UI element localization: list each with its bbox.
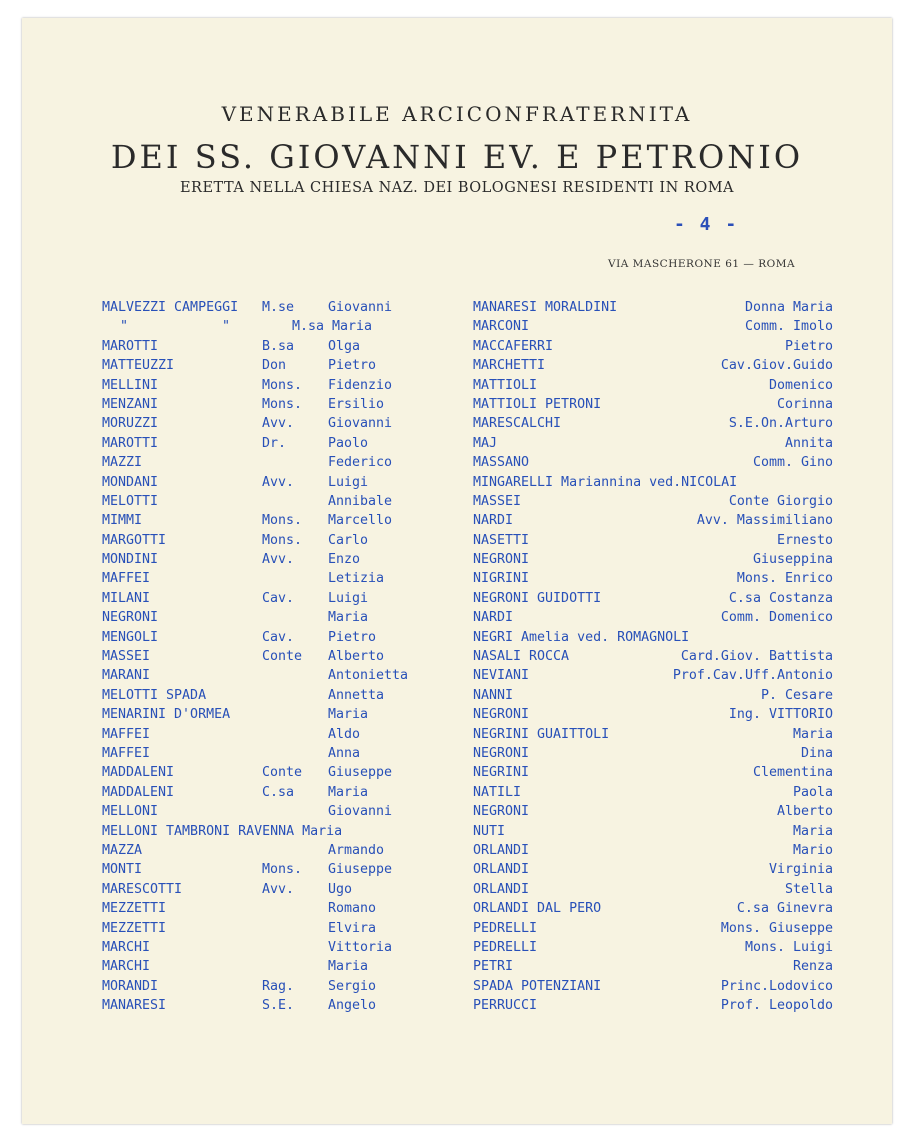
list-item: [102, 940, 462, 959]
list-item: [102, 339, 462, 358]
member-surname: MORUZZI: [102, 416, 159, 432]
member-surname: NEGRONI: [473, 745, 530, 761]
member-given-name: Angelo: [328, 998, 377, 1014]
member-surname: MANARESI: [102, 998, 167, 1014]
member-surname: MAROTTI: [102, 435, 159, 451]
member-given-name: Enzo: [328, 552, 361, 568]
member-surname: MATTIOLI: [473, 377, 538, 393]
member-title: C.sa Ginevra: [736, 901, 833, 917]
list-item: [473, 862, 833, 881]
member-surname: MAFFEI: [102, 571, 151, 587]
list-item: [473, 765, 833, 784]
list-item: [102, 358, 462, 377]
list-item: [473, 378, 833, 397]
member-surname: ORLANDI: [473, 862, 530, 878]
member-title: Donna Maria: [744, 300, 833, 315]
member-given-name: Giovanni: [328, 804, 393, 820]
list-item: [102, 921, 462, 940]
header-line-2: DEI SS. GIOVANNI EV. E PETRONIO: [110, 138, 804, 176]
member-title: Princ.Lodovico: [720, 978, 833, 994]
member-surname: NEGRINI GUAITTOLI: [473, 726, 610, 742]
member-title: Maria: [792, 823, 833, 839]
member-title: Mons.: [262, 377, 303, 393]
list-item: [473, 494, 833, 513]
member-surname: NUTI: [473, 823, 506, 839]
list-item: [473, 688, 833, 707]
member-given-name: Alberto: [328, 649, 385, 665]
list-item: [102, 843, 462, 862]
member-title: Conte: [262, 765, 303, 781]
member-given-name: Paolo: [328, 435, 369, 451]
member-surname: ORLANDI: [473, 842, 530, 858]
member-title: Clementina: [752, 765, 833, 781]
list-item: [102, 591, 462, 610]
member-surname: ORLANDI DAL PERO: [473, 901, 602, 917]
list-item: [473, 746, 833, 765]
member-surname: NEGRONI: [102, 610, 159, 626]
member-title: Giuseppina: [752, 552, 833, 568]
list-item: [102, 862, 462, 881]
member-given-name: Aldo: [328, 726, 361, 742]
member-title: Avv.: [262, 474, 295, 490]
member-given-name: Annibale: [328, 493, 393, 509]
member-title: Prof.Cav.Uff.Antonio: [672, 668, 833, 684]
member-title: Cav.Giov.Guido: [720, 358, 833, 374]
member-title: Paola: [792, 784, 833, 800]
member-surname: NEGRONI: [473, 707, 530, 723]
member-title: C.sa Costanza: [728, 590, 833, 606]
member-surname: MAFFEI: [102, 726, 151, 742]
list-item: [102, 998, 462, 1017]
list-item: [473, 397, 833, 416]
page-number: - 4 -: [674, 214, 739, 235]
list-item: [102, 378, 462, 397]
member-given-name: Vittoria: [328, 939, 393, 955]
header-line-1: VENERABILE ARCICONFRATERNITA: [221, 102, 693, 126]
list-item: [102, 630, 462, 649]
member-surname: MORANDI: [102, 978, 159, 994]
list-item: [102, 804, 462, 823]
member-given-name: Pietro: [328, 629, 377, 645]
member-surname: MARGOTTI: [102, 532, 167, 548]
member-title: Mons.: [262, 532, 303, 548]
list-item: [473, 824, 833, 843]
member-given-name: Fidenzio: [328, 377, 393, 393]
list-item: [473, 901, 833, 920]
member-surname: MADDALENI: [102, 765, 175, 781]
list-item: [473, 668, 833, 687]
member-given-name: Elvira: [328, 920, 377, 936]
member-given-name: Anna: [328, 745, 361, 761]
member-surname: MARCHI: [102, 959, 151, 975]
member-title: Conte: [262, 649, 303, 665]
member-title: Mons. Giuseppe: [720, 920, 833, 936]
member-surname: NEGRI Amelia ved. ROMAGNOLI: [473, 629, 690, 645]
list-item: [473, 804, 833, 823]
list-item: [473, 959, 833, 978]
right-member-list: [473, 300, 833, 1017]
list-item: [102, 882, 462, 901]
member-title: Avv.: [262, 552, 295, 568]
member-title: Avv. Massimiliano: [696, 513, 833, 529]
list-item: [102, 319, 462, 338]
member-title: Corinna: [776, 396, 833, 412]
member-title: Avv.: [262, 416, 295, 432]
list-item: [473, 416, 833, 435]
member-surname: MAZZI: [102, 455, 143, 471]
member-given-name: Letizia: [328, 571, 385, 587]
header-line-3: ERETTA NELLA CHIESA NAZ. DEI BOLOGNESI RESIDENTI IN ROMA: [179, 180, 735, 196]
list-item: [473, 785, 833, 804]
member-title: Mons. Enrico: [736, 571, 833, 587]
list-item: [473, 630, 833, 649]
list-item: [473, 455, 833, 474]
member-title: Ing. VITTORIO: [728, 707, 833, 723]
member-surname: MENGOLI: [102, 629, 159, 645]
member-title: Avv.: [262, 881, 295, 897]
member-title: C.sa: [262, 784, 295, 800]
member-surname: MONDANI: [102, 474, 159, 490]
member-title: Alberto: [776, 804, 833, 820]
left-member-list: [102, 300, 462, 1017]
member-title: Ernesto: [776, 532, 833, 548]
member-given-name: Giovanni: [328, 300, 393, 315]
member-title: P. Cesare: [760, 687, 833, 703]
member-given-name: Giuseppe: [328, 862, 393, 878]
member-title: ": [222, 319, 231, 335]
list-item: [473, 843, 833, 862]
member-surname: MENARINI D'ORMEA: [102, 707, 231, 723]
list-item: [102, 727, 462, 746]
member-surname: MENZANI: [102, 396, 159, 412]
member-title: Card.Giov. Battista: [680, 649, 833, 665]
member-surname: MARCHETTI: [473, 358, 546, 374]
member-title: M.se: [262, 300, 295, 315]
member-title: Don: [262, 358, 287, 374]
member-title: Mons.: [262, 396, 303, 412]
member-surname: MAJ: [473, 435, 498, 451]
list-item: [473, 727, 833, 746]
member-surname: MALVEZZI CAMPEGGI: [102, 300, 239, 315]
member-title: Comm. Gino: [752, 455, 833, 471]
list-item: [102, 571, 462, 590]
member-surname: MASSEI: [473, 493, 522, 509]
member-title: Maria: [792, 726, 833, 742]
member-surname: NEGRONI: [473, 552, 530, 568]
member-surname: PEDRELLI: [473, 939, 538, 955]
member-given-name: M.sa Maria: [292, 319, 373, 335]
member-surname: PERRUCCI: [473, 998, 538, 1014]
member-surname: MELOTTI SPADA: [102, 687, 207, 703]
member-given-name: Olga: [328, 338, 361, 354]
member-surname: MELLONI TAMBRONI RAVENNA Maria: [102, 823, 343, 839]
member-surname: PETRI: [473, 959, 514, 975]
member-surname: MAZZA: [102, 842, 143, 858]
member-given-name: Pietro: [328, 358, 377, 374]
list-item: [473, 552, 833, 571]
list-item: [102, 668, 462, 687]
member-title: S.E.On.Arturo: [728, 416, 833, 432]
member-title: Annita: [784, 435, 833, 451]
member-given-name: Annetta: [328, 687, 385, 703]
member-given-name: Sergio: [328, 978, 377, 994]
list-item: [473, 475, 833, 494]
member-given-name: Antonietta: [328, 668, 409, 684]
list-item: [102, 959, 462, 978]
list-item: [473, 571, 833, 590]
member-surname: MELLONI: [102, 804, 159, 820]
member-surname: MANARESI MORALDINI: [473, 300, 618, 315]
list-item: [102, 397, 462, 416]
member-surname: NEGRONI: [473, 804, 530, 820]
list-item: [473, 300, 833, 319]
member-surname: MINGARELLI Mariannina ved.NICOLAI: [473, 474, 738, 490]
list-item: [102, 610, 462, 629]
document-sheet: [22, 18, 892, 1124]
member-title: S.E.: [262, 998, 295, 1014]
list-item: [102, 649, 462, 668]
member-given-name: Maria: [328, 707, 369, 723]
list-item: [102, 824, 462, 843]
list-item: [102, 688, 462, 707]
member-surname: MELOTTI: [102, 493, 159, 509]
member-given-name: Romano: [328, 901, 377, 917]
member-given-name: Ugo: [328, 881, 353, 897]
list-item: [102, 494, 462, 513]
member-given-name: Maria: [328, 784, 369, 800]
list-item: [473, 707, 833, 726]
member-given-name: Carlo: [328, 532, 369, 548]
member-surname: NIGRINI: [473, 571, 530, 587]
list-item: [473, 436, 833, 455]
member-given-name: Maria: [328, 959, 369, 975]
list-item: [102, 746, 462, 765]
member-surname: MAFFEI: [102, 745, 151, 761]
member-surname: NATILI: [473, 784, 522, 800]
member-title: Mons.: [262, 862, 303, 878]
list-item: [473, 649, 833, 668]
list-item: [473, 358, 833, 377]
member-title: Comm. Imolo: [744, 319, 833, 335]
list-item: [473, 921, 833, 940]
list-item: [102, 707, 462, 726]
member-surname: MARESCALCHI: [473, 416, 562, 432]
list-item: [473, 940, 833, 959]
list-item: [102, 785, 462, 804]
list-item: [473, 513, 833, 532]
member-surname: PEDRELLI: [473, 920, 538, 936]
member-surname: MILANI: [102, 590, 151, 606]
member-surname: MARANI: [102, 668, 151, 684]
member-surname: NASETTI: [473, 532, 530, 548]
list-item: [102, 436, 462, 455]
member-given-name: Federico: [328, 455, 393, 471]
member-surname: ": [120, 319, 129, 335]
list-item: [473, 998, 833, 1017]
member-surname: MIMMI: [102, 513, 143, 529]
list-item: [102, 979, 462, 998]
member-surname: MAROTTI: [102, 338, 159, 354]
member-surname: MASSANO: [473, 455, 530, 471]
member-title: Renza: [792, 959, 833, 975]
member-surname: MASSEI: [102, 649, 151, 665]
member-title: Domenico: [768, 377, 833, 393]
member-surname: MELLINI: [102, 377, 159, 393]
member-title: Dina: [800, 745, 833, 761]
address: VIA MASCHERONE 61 — ROMA: [608, 258, 796, 270]
member-surname: NARDI: [473, 610, 514, 626]
member-given-name: Giovanni: [328, 416, 393, 432]
member-title: Pietro: [784, 338, 833, 354]
list-item: [102, 416, 462, 435]
member-surname: MARCONI: [473, 319, 530, 335]
member-surname: MACCAFERRI: [473, 338, 554, 354]
list-item: [473, 882, 833, 901]
member-surname: SPADA POTENZIANI: [473, 978, 602, 994]
member-title: B.sa: [262, 338, 295, 354]
member-surname: ORLANDI: [473, 881, 530, 897]
member-title: Virginia: [768, 862, 833, 878]
member-given-name: Luigi: [328, 590, 369, 606]
member-given-name: Luigi: [328, 474, 369, 490]
member-title: Cav.: [262, 629, 295, 645]
member-title: Conte Giorgio: [728, 493, 833, 509]
member-title: Mario: [792, 842, 833, 858]
list-item: [102, 455, 462, 474]
member-surname: MEZZETTI: [102, 920, 167, 936]
member-surname: MARESCOTTI: [102, 881, 183, 897]
member-surname: NEGRINI: [473, 765, 530, 781]
member-given-name: Maria: [328, 610, 369, 626]
list-item: [102, 901, 462, 920]
member-given-name: Marcello: [328, 513, 393, 529]
member-title: Rag.: [262, 978, 295, 994]
member-surname: NARDI: [473, 513, 514, 529]
list-item: [473, 533, 833, 552]
list-item: [102, 765, 462, 784]
list-item: [102, 552, 462, 571]
member-title: Mons.: [262, 513, 303, 529]
list-item: [102, 533, 462, 552]
member-given-name: Giuseppe: [328, 765, 393, 781]
member-given-name: Armando: [328, 842, 385, 858]
list-item: [473, 610, 833, 629]
list-item: [473, 339, 833, 358]
member-title: Stella: [784, 881, 833, 897]
member-surname: MEZZETTI: [102, 901, 167, 917]
list-item: [102, 475, 462, 494]
list-item: [102, 513, 462, 532]
member-given-name: Ersilio: [328, 396, 385, 412]
member-surname: MATTIOLI PETRONI: [473, 396, 602, 412]
member-surname: NEVIANI: [473, 668, 530, 684]
list-item: [473, 591, 833, 610]
list-item: [102, 300, 462, 319]
member-title: Mons. Luigi: [744, 939, 833, 955]
list-item: [473, 979, 833, 998]
member-title: Comm. Domenico: [720, 610, 833, 626]
member-surname: NANNI: [473, 687, 514, 703]
member-surname: MADDALENI: [102, 784, 175, 800]
member-surname: MARCHI: [102, 939, 151, 955]
member-title: Prof. Leopoldo: [720, 998, 833, 1014]
member-title: Cav.: [262, 590, 295, 606]
member-surname: NEGRONI GUIDOTTI: [473, 590, 602, 606]
member-surname: MATTEUZZI: [102, 358, 175, 374]
member-surname: MONDINI: [102, 552, 159, 568]
list-item: [473, 319, 833, 338]
member-surname: NASALI ROCCA: [473, 649, 570, 665]
member-surname: MONTI: [102, 862, 143, 878]
member-title: Dr.: [262, 435, 287, 451]
